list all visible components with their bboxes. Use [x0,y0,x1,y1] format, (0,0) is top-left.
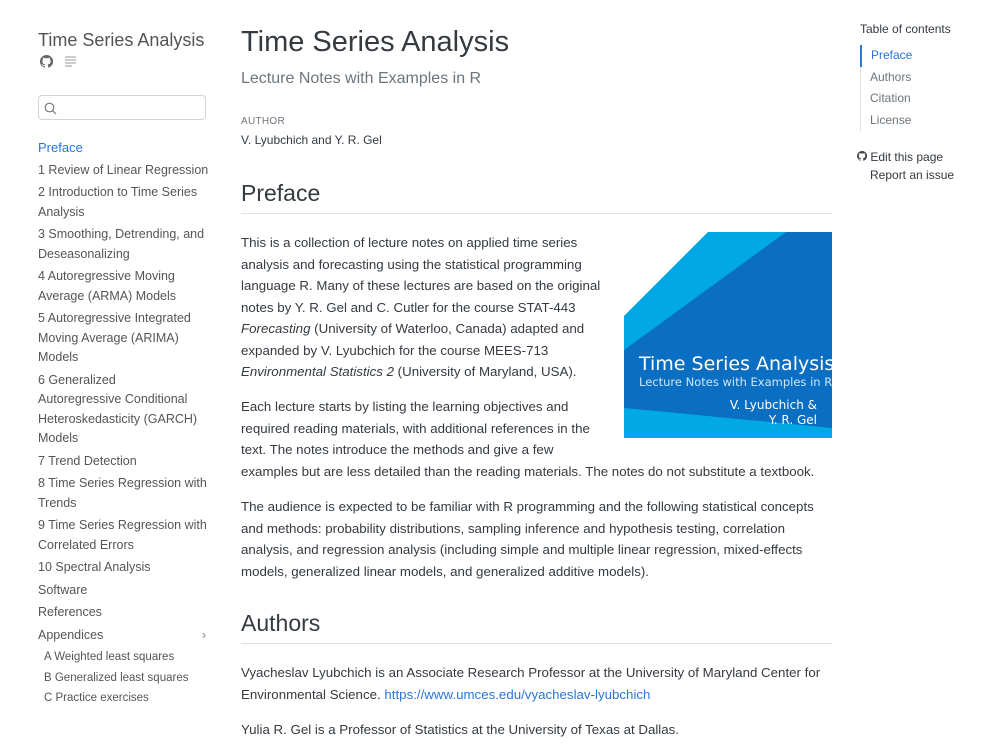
sidebar-item-preface[interactable]: Preface [38,140,83,155]
toc-item-license[interactable]: License [870,112,912,127]
report-issue-link[interactable]: Report an issue [870,168,955,182]
page-title: Time Series Analysis [241,26,510,58]
sidebar-item-chapter-6[interactable]: 6 Generalized Autoregressive Conditional Heteroskedasticity (GARCH) Models [38,372,198,445]
toc-item-preface[interactable]: Preface [860,45,954,67]
sidebar-item-appendix-a[interactable]: A Weighted least squares [44,651,175,663]
author-value: V. Lyubchich and Y. R. Gel [241,133,382,147]
preface-paragraph-3: The audience is expected to be familiar with R programming and the following statistical concepts and methods: probability distributions, sampling inference and hypothesis testing, correlation analysis, and regression analysis (including simple and multiple linear regression, mixed-effects models, generalized linear models, and generalized additive models). [241,499,814,579]
sidebar-item-references[interactable]: References [38,605,102,619]
lyubchich-link[interactable]: https://www.umces.edu/vyacheslav-lyubchich [384,686,651,702]
reader-mode-icon[interactable] [65,55,77,71]
chevron-right-icon[interactable]: › [201,627,206,642]
sidebar-item-appendix-c[interactable]: C Practice exercises [44,692,149,704]
sidebar-item-chapter-2[interactable]: 2 Introduction to Time Series Analysis [38,185,198,219]
sidebar-item-chapter-7[interactable]: 7 Trend Detection [38,453,137,468]
author-paragraph-1: Vyacheslav Lyubchich is an Associate Research Professor at the University of Maryland Center for Environmental Science. https://www.umces.edu/vyacheslav-lyubchich [241,665,821,702]
sidebar-item-software[interactable]: Software [38,582,88,597]
sidebar-item-appendices[interactable] [38,626,210,646]
github-icon[interactable] [40,55,53,71]
sidebar-item-appendix-b[interactable]: B Generalized least squares [44,671,189,684]
sidebar-title[interactable]: Time Series Analysis [38,30,205,50]
preface-heading: Preface [241,180,832,214]
cover-subtitle: Lecture Notes with Examples in R [639,375,832,389]
cover-title: Time Series Analysis [639,353,832,375]
sidebar-nav [38,138,210,710]
sidebar-item-chapter-8[interactable]: 8 Time Series Regression with Trends [38,476,207,510]
search-icon [44,102,57,115]
edit-page-link[interactable]: Edit this page [857,148,954,166]
sidebar-item-chapter-9[interactable]: 9 Time Series Regression with Correlated Errors [38,518,207,552]
table-of-contents [860,22,954,184]
toc-item-citation[interactable]: Citation [870,91,911,105]
toc-heading: Table of contents [860,22,951,36]
appendices-label: Appendices [38,627,104,642]
sidebar-item-chapter-5[interactable]: 5 Autoregressive Integrated Moving Average (ARIMA) Models [38,311,191,364]
search-input[interactable] [38,95,206,120]
cover-authors-2: Y. R. Gel [768,413,817,427]
preface-paragraph-1: This is a collection of lecture notes on applied time series analysis and forecasting using the statistical programming language R. Many of these lectures are based on the original notes by Y. R. Gel and C. Cutler for the course STAT-443 Forecasting (University of Waterloo, Canada) adapted and expanded by V. Lyubchich for the course MEES-713 Environmental Statistics 2 (University of Maryland, USA). [241,235,601,379]
sidebar-item-chapter-3[interactable]: 3 Smoothing, Detrending, and Deseasonalizing [38,227,205,261]
author-paragraph-2: Yulia R. Gel is a Professor of Statistics at the University of Texas at Dallas. [241,722,679,737]
toc-item-authors[interactable]: Authors [870,69,912,84]
sidebar-item-chapter-4[interactable]: 4 Autoregressive Moving Average (ARMA) Models [38,269,177,303]
sidebar-item-chapter-10[interactable]: 10 Spectral Analysis [38,560,151,574]
page-subtitle: Lecture Notes with Examples in R [241,70,482,87]
author-label: AUTHOR [241,116,286,127]
authors-heading: Authors [241,610,832,644]
preface-paragraph-2: Each lecture starts by listing the learning objectives and required reading materials, with additional references in the text. The notes introduce the methods and give a few examples but are less detailed than the reading materials. The notes do not substitute a textbook. [241,399,815,479]
sidebar-item-chapter-1[interactable]: 1 Review of Linear Regression [38,162,209,177]
github-icon [857,150,867,164]
cover-authors-1: V. Lyubchich & [729,398,817,412]
